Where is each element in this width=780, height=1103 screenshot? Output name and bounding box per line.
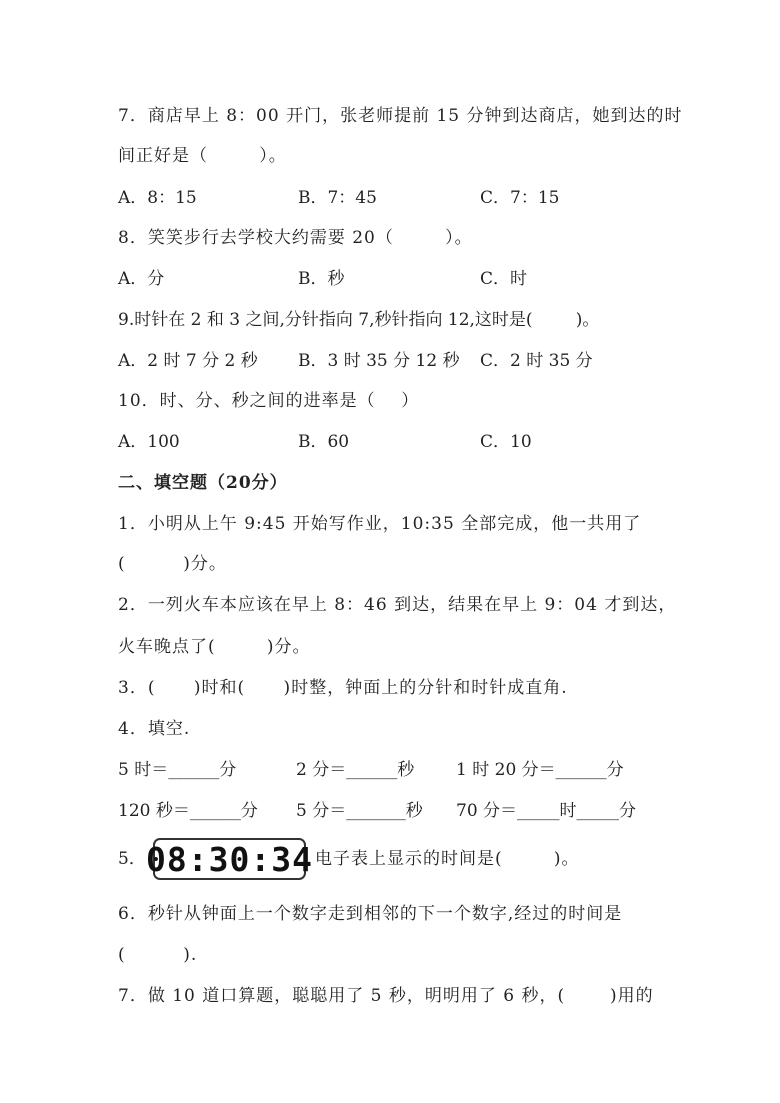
q10-option-c: C．10 [480, 432, 532, 452]
fill-5-number: 5． [118, 849, 146, 869]
fill-2-line1: 2．一列火车本应该在早上 8：46 到达，结果在早上 9：04 才到达， [118, 595, 677, 615]
fill-2-line2: 火车晚点了( )分。 [118, 637, 311, 657]
q10-option-b: B．60 [298, 432, 350, 452]
digital-clock-display: 08:30:34 [146, 839, 313, 879]
fill-4-r1-c3: 1 时 20 分＝______分 [456, 760, 624, 780]
section-heading: 二、填空题（20分） [118, 473, 288, 493]
q7-option-b: B．7：45 [298, 188, 377, 208]
q7-option-a: A．8：15 [118, 188, 197, 208]
q9-option-b: B．3 时 35 分 12 秒 [298, 351, 460, 371]
question-7-line1: 7．商店早上 8：00 开门，张老师提前 15 分钟到达商店，她到达的时 [118, 106, 683, 126]
fill-4-r1-c2: 2 分＝______秒 [296, 760, 415, 780]
fill-1-line2: ( )分。 [118, 554, 227, 574]
q8-option-a: A．分 [118, 269, 165, 289]
question-10: 10．时、分、秒之间的进率是（ ） [118, 391, 420, 411]
fill-7: 7．做 10 道口算题，聪聪用了 5 秒，明明用了 6 秒，( )用的 [118, 986, 654, 1006]
fill-5-text: 电子表上显示的时间是( )。 [315, 849, 580, 869]
q8-option-c: C．时 [480, 269, 528, 289]
question-7-line2: 间正好是（ ）。 [118, 146, 287, 166]
fill-4-r2-c1: 120 秒＝______分 [118, 801, 258, 821]
q9-option-a: A．2 时 7 分 2 秒 [118, 351, 258, 371]
fill-4-r2-c2: 5 分＝_______秒 [296, 801, 423, 821]
fill-4-title: 4．填空. [118, 719, 191, 739]
question-9: 9.时针在 2 和 3 之间,分针指向 7,秒针指向 12,这时是( )。 [118, 310, 600, 330]
fill-4-r1-c1: 5 时＝______分 [118, 760, 237, 780]
fill-4-r2-c3: 70 分＝_____时_____分 [456, 801, 637, 821]
fill-1-line1: 1．小明从上午 9:45 开始写作业，10:35 全部完成，他一共用了 [118, 514, 642, 534]
q8-option-b: B．秒 [298, 269, 345, 289]
fill-6-line1: 6．秒针从钟面上一个数字走到相邻的下一个数字,经过的时间是 [118, 904, 623, 924]
q9-option-c: C．2 时 35 分 [480, 351, 593, 371]
question-8: 8．笑笑步行去学校大约需要 20（ ）。 [118, 228, 473, 248]
fill-6-line2: ( ). [118, 945, 198, 965]
fill-3: 3．( )时和( )时整，钟面上的分针和时针成直角. [118, 678, 568, 698]
q7-option-c: C．7：15 [480, 188, 560, 208]
q10-option-a: A．100 [118, 432, 180, 452]
